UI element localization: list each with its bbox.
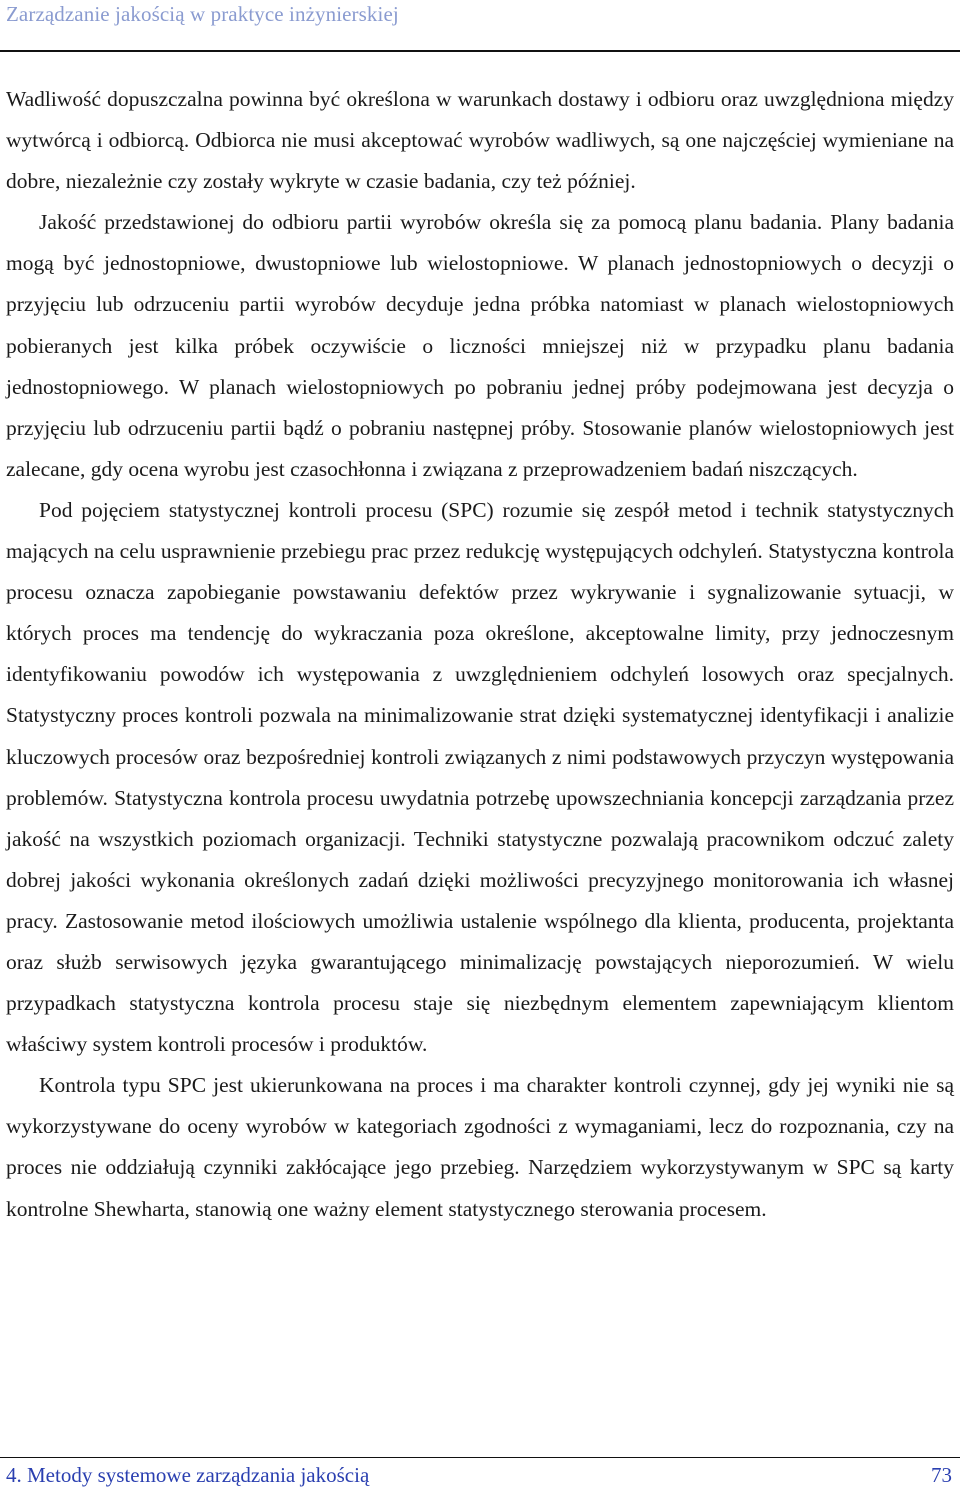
paragraph: Jakość przedstawionej do odbioru partii wyrobów określa się za pomocą planu badania. Plany badania mogą być jednostopniowe, dwustopniowe lub wielostopniowe. W planach jednostopniowych o decyzji o przyjęciu lub odrzuceniu partii wyrobów decyduje jedna próbka natomiast w planach wielostopniowych pobieranych jest kilka próbek oczywiście o liczności mniejszej niż w przypadku planu badania jednostopniowego. W planach wielostopniowych po pobraniu jednej próby podejmowana jest decyzja o przyjęciu lub odrzuceniu partii bądź o pobraniu następnej próby. Stosowanie planów wielostopniowych jest zalecane, gdy ocena wyrobu jest czasochłonna i związana z przeprowadzeniem badań niszczących. (6, 210, 954, 481)
page-number: 73 (931, 1463, 952, 1487)
header-divider (0, 50, 960, 52)
running-header-title: Zarządzanie jakością w praktyce inżynierskiej (6, 2, 399, 26)
footer-divider (0, 1457, 960, 1458)
paragraph: Pod pojęciem statystycznej kontroli procesu (SPC) rozumie się zespół metod i technik statystycznych mających na celu usprawnienie przebiegu prac przez redukcję występujących odchyleń. Statystyczna kontrola procesu oznacza zapobieganie powstawaniu defektów przez wykrywanie i sygnalizowanie sytuacji, w których proces ma tendencję do wykraczania poza określone, akceptowalne limity, przy jednoczesnym identyfikowaniu powodów ich występowania z uwzględnieniem odchyleń losowych oraz specjalnych. Statystyczny proces kontroli pozwala na minimalizowanie strat dzięki systematycznej identyfikacji i analizie kluczowych procesów oraz bezpośredniej kontroli związanych z nimi podstawowych przyczyn występowania problemów. Statystyczna kontrola procesu uwydatnia potrzebę upowszechniania koncepcji zarządzania przez jakość na wszystkich poziomach organizacji. Techniki statystyczne pozwalają pracownikom odczuć zalety dobrej jakości wykonania określonych zadań dzięki możliwości precyzyjnego monitorowania ich własnej pracy. Zastosowanie metod ilościowych umożliwia ustalenie wspólnego dla klienta, producenta, projektanta oraz służb serwisowych języka gwarantującego minimalizację powstających nieporozumień. W wielu przypadkach statystyczna kontrola procesu staje się niezbędnym elementem zapewniającym klientom właściwy system kontroli procesów i produktów. (6, 497, 954, 1057)
paragraph: Wadliwość dopuszczalna powinna być określona w warunkach dostawy i odbioru oraz uwzględniona między wytwórcą i odbiorcą. Odbiorca nie musi akceptować wyrobów wadliwych, są one najczęściej wymieniane na dobre, niezależnie czy zostały wykryte w czasie badania, czy też później. (6, 87, 954, 194)
footer-section-title: 4. Metody systemowe zarządzania jakością (6, 1463, 370, 1487)
paragraph: Kontrola typu SPC jest ukierunkowana na proces i ma charakter kontroli czynnej, gdy jej wyniki nie są wykorzystywane do oceny wyrobów w kategoriach zgodności z wymaganiami, lecz do rozpoznania, czy na proces nie oddziałują czynniki zakłócające jego przebieg. Narzędziem wykorzystywanym w SPC są karty kontrolne Shewharta, stanowią one ważny element statystycznego sterowania procesem. (6, 1073, 954, 1221)
document-body (6, 79, 954, 1230)
